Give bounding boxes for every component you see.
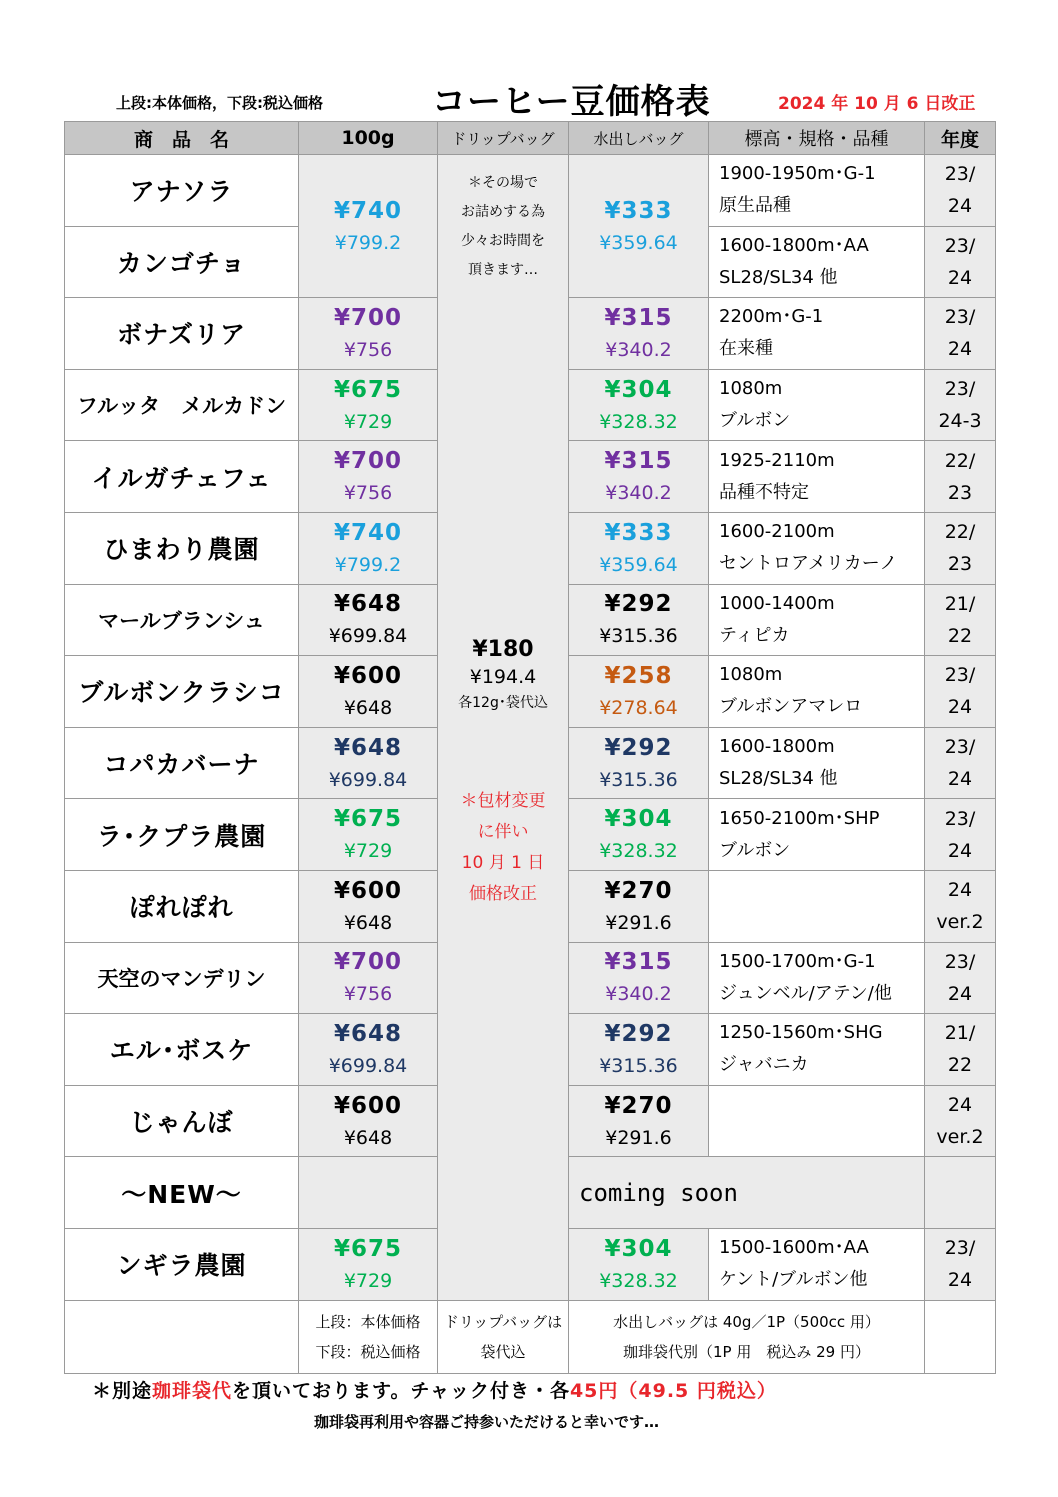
item-name: 天空のマンデリン [65, 942, 299, 1014]
price-note: 上段:本体価格，下段:税込価格 [116, 94, 323, 112]
footer-100g-note: 上段：本体価格 下段：税込価格 [299, 1300, 438, 1373]
table-header-row [65, 122, 996, 155]
price-100g-cell: ¥700 ¥756 [299, 298, 438, 370]
spec-cell: 1600-1800m SL28/SL34 他 [709, 727, 925, 799]
price-cold-cell: ¥333 ¥359.64 [569, 512, 709, 584]
col-spec-header: 標高・規格・品種 [709, 122, 925, 155]
price-cold-cell: ¥292 ¥315.36 [569, 1014, 709, 1086]
footer-empty [925, 1300, 996, 1373]
drip-price-tax: ¥194.4 [469, 666, 537, 688]
spec-cell: 2200m･G-1 在来種 [709, 298, 925, 370]
year-cell: 24 ver.2 [925, 870, 996, 942]
spec-cell: 1900-1950m･G-1 原生品種 [709, 155, 925, 227]
price-cold-cell: ¥270 ¥291.6 [569, 1085, 709, 1157]
price-cold-cell [569, 155, 709, 298]
price-cold-cell: ¥304 ¥328.32 [569, 799, 709, 871]
footer-cold-note: 水出しバッグは 40g／1P（500cc 用） 珈琲袋代別（1P 用 税込み 29 円） [569, 1300, 925, 1373]
price-cold-cell: ¥270 ¥291.6 [569, 870, 709, 942]
item-name: ラ･クプラ農園 [65, 799, 299, 871]
price-cold-cell: ¥304 ¥328.32 [569, 369, 709, 441]
spec-cell: 1600-1800m･AA SL28/SL34 他 [709, 226, 925, 298]
item-name: フルッタ メルカドン [65, 369, 299, 441]
footer-empty [65, 1300, 299, 1373]
item-name: ブルボンクラシコ [65, 656, 299, 728]
col-drip-header: ドリップバッグ [438, 122, 569, 155]
year-cell: 22/ 23 [925, 441, 996, 513]
item-name: ボナズリア [65, 298, 299, 370]
item-name: ぽれぽれ [65, 870, 299, 942]
drip-price-base: ¥180 [472, 637, 534, 662]
revision-date: 2024 年 10 月 6 日改正 [778, 94, 976, 114]
year-cell: 21/ 22 [925, 584, 996, 656]
price-100g-cell: ¥600 ¥648 [299, 656, 438, 728]
item-name: アナソラ [65, 155, 299, 227]
spec-cell: 1500-1600m･AA ケント/ブルボン他 [709, 1228, 925, 1300]
year-cell: 23/ 24 [925, 1228, 996, 1300]
price-100g-cell: ¥600 ¥648 [299, 1085, 438, 1157]
year-cell: 24 ver.2 [925, 1085, 996, 1157]
price-cold-cell: ¥304 ¥328.32 [569, 1228, 709, 1300]
item-name: マールブランシュ [65, 584, 299, 656]
reuse-note: 珈琲袋再利用や容器ご持参いただけると幸いです… [314, 1413, 660, 1431]
price-cold-cell: ¥258 ¥278.64 [569, 656, 709, 728]
item-name: ンギラ農園 [65, 1228, 299, 1300]
spec-cell: 1500-1700m･G-1 ジュンベル/アテン/他 [709, 942, 925, 1014]
price-100g-cell [299, 155, 438, 298]
price-100g-cell: ¥675 ¥729 [299, 799, 438, 871]
col-100g-header: 100g [299, 122, 438, 155]
price-cold-cell: ¥292 ¥315.36 [569, 584, 709, 656]
year-cell: 21/ 22 [925, 1014, 996, 1086]
col-cold-header: 水出しバッグ [569, 122, 709, 155]
year-cell: 22/ 23 [925, 512, 996, 584]
price-table [64, 121, 996, 1374]
col-name-header: 商 品 名 [65, 122, 299, 155]
spec-cell: 1600-2100m セントロアメリカーノ [709, 512, 925, 584]
price-cold-cell: ¥315 ¥340.2 [569, 298, 709, 370]
item-name: イルガチェフェ [65, 441, 299, 513]
price-100g-cell: ¥675 ¥729 [299, 369, 438, 441]
drip-note: ＊その場で お詰めする為 少々お時間を 頂きます… [461, 175, 545, 278]
item-name: エル･ボスケ [65, 1014, 299, 1086]
bag-fee-note: ＊別途珈琲袋代を頂いております。チャック付き・各45円（49.5 円税込） [92, 1380, 777, 1402]
price-100g-cell: ¥740 ¥799.2 [299, 512, 438, 584]
price-cold-cell: ¥292 ¥315.36 [569, 727, 709, 799]
item-name: ～NEW～ [65, 1157, 299, 1229]
price-change-note: ＊包材変更 に伴い 10 月 1 日 価格改正 [460, 791, 546, 904]
item-name: コパカバーナ [65, 727, 299, 799]
year-cell: 23/ 24 [925, 799, 996, 871]
year-cell: 23/ 24-3 [925, 369, 996, 441]
table-footer-row [65, 1300, 996, 1373]
spec-cell: 1080m ブルボン [709, 369, 925, 441]
year-cell: 23/ 24 [925, 942, 996, 1014]
year-cell: 23/ 24 [925, 727, 996, 799]
coming-soon-cell: coming soon [569, 1157, 925, 1229]
year-cell: 23/ 24 [925, 298, 996, 370]
item-name: カンゴチョ [65, 226, 299, 298]
table-row [65, 155, 996, 227]
year-cell: 23/ 24 [925, 155, 996, 227]
price-100g-cell: ¥600 ¥648 [299, 870, 438, 942]
year-cell: 23/ 24 [925, 656, 996, 728]
price-100g-cell: ¥675 ¥729 [299, 1228, 438, 1300]
price-100g-cell: ¥700 ¥756 [299, 441, 438, 513]
item-name: ひまわり農園 [65, 512, 299, 584]
price-100g-cell: ¥648 ¥699.84 [299, 727, 438, 799]
price-100g-tax: ¥799.2 [334, 231, 402, 254]
price-100g-cell: ¥648 ¥699.84 [299, 1014, 438, 1086]
price-100g-cell [299, 1157, 438, 1229]
footer-drip-note: ドリップバッグは 袋代込 [438, 1300, 569, 1373]
spec-cell: 1250-1560m･SHG ジャバニカ [709, 1014, 925, 1086]
page-title: コーヒー豆価格表 [432, 82, 711, 122]
spec-cell: 1650-2100m･SHP ブルボン [709, 799, 925, 871]
price-cold-tax: ¥359.64 [599, 231, 678, 254]
spec-cell: 1000-1400m ティピカ [709, 584, 925, 656]
year-cell: 23/ 24 [925, 226, 996, 298]
spec-cell: 1080m ブルボンアマレロ [709, 656, 925, 728]
price-100g-cell: ¥700 ¥756 [299, 942, 438, 1014]
item-name: じゃんぼ [65, 1085, 299, 1157]
drip-price-note: 各12g･袋代込 [458, 695, 548, 711]
price-cold-base: ¥333 [604, 197, 673, 224]
spec-cell [709, 870, 925, 942]
price-cold-cell: ¥315 ¥340.2 [569, 441, 709, 513]
year-cell [925, 1157, 996, 1229]
drip-bag-cell [438, 155, 569, 1301]
price-cold-cell: ¥315 ¥340.2 [569, 942, 709, 1014]
price-100g-cell: ¥648 ¥699.84 [299, 584, 438, 656]
spec-cell: 1925-2110m 品種不特定 [709, 441, 925, 513]
spec-cell [709, 1085, 925, 1157]
price-100g-base: ¥740 [333, 197, 402, 224]
col-year-header: 年度 [925, 122, 996, 155]
